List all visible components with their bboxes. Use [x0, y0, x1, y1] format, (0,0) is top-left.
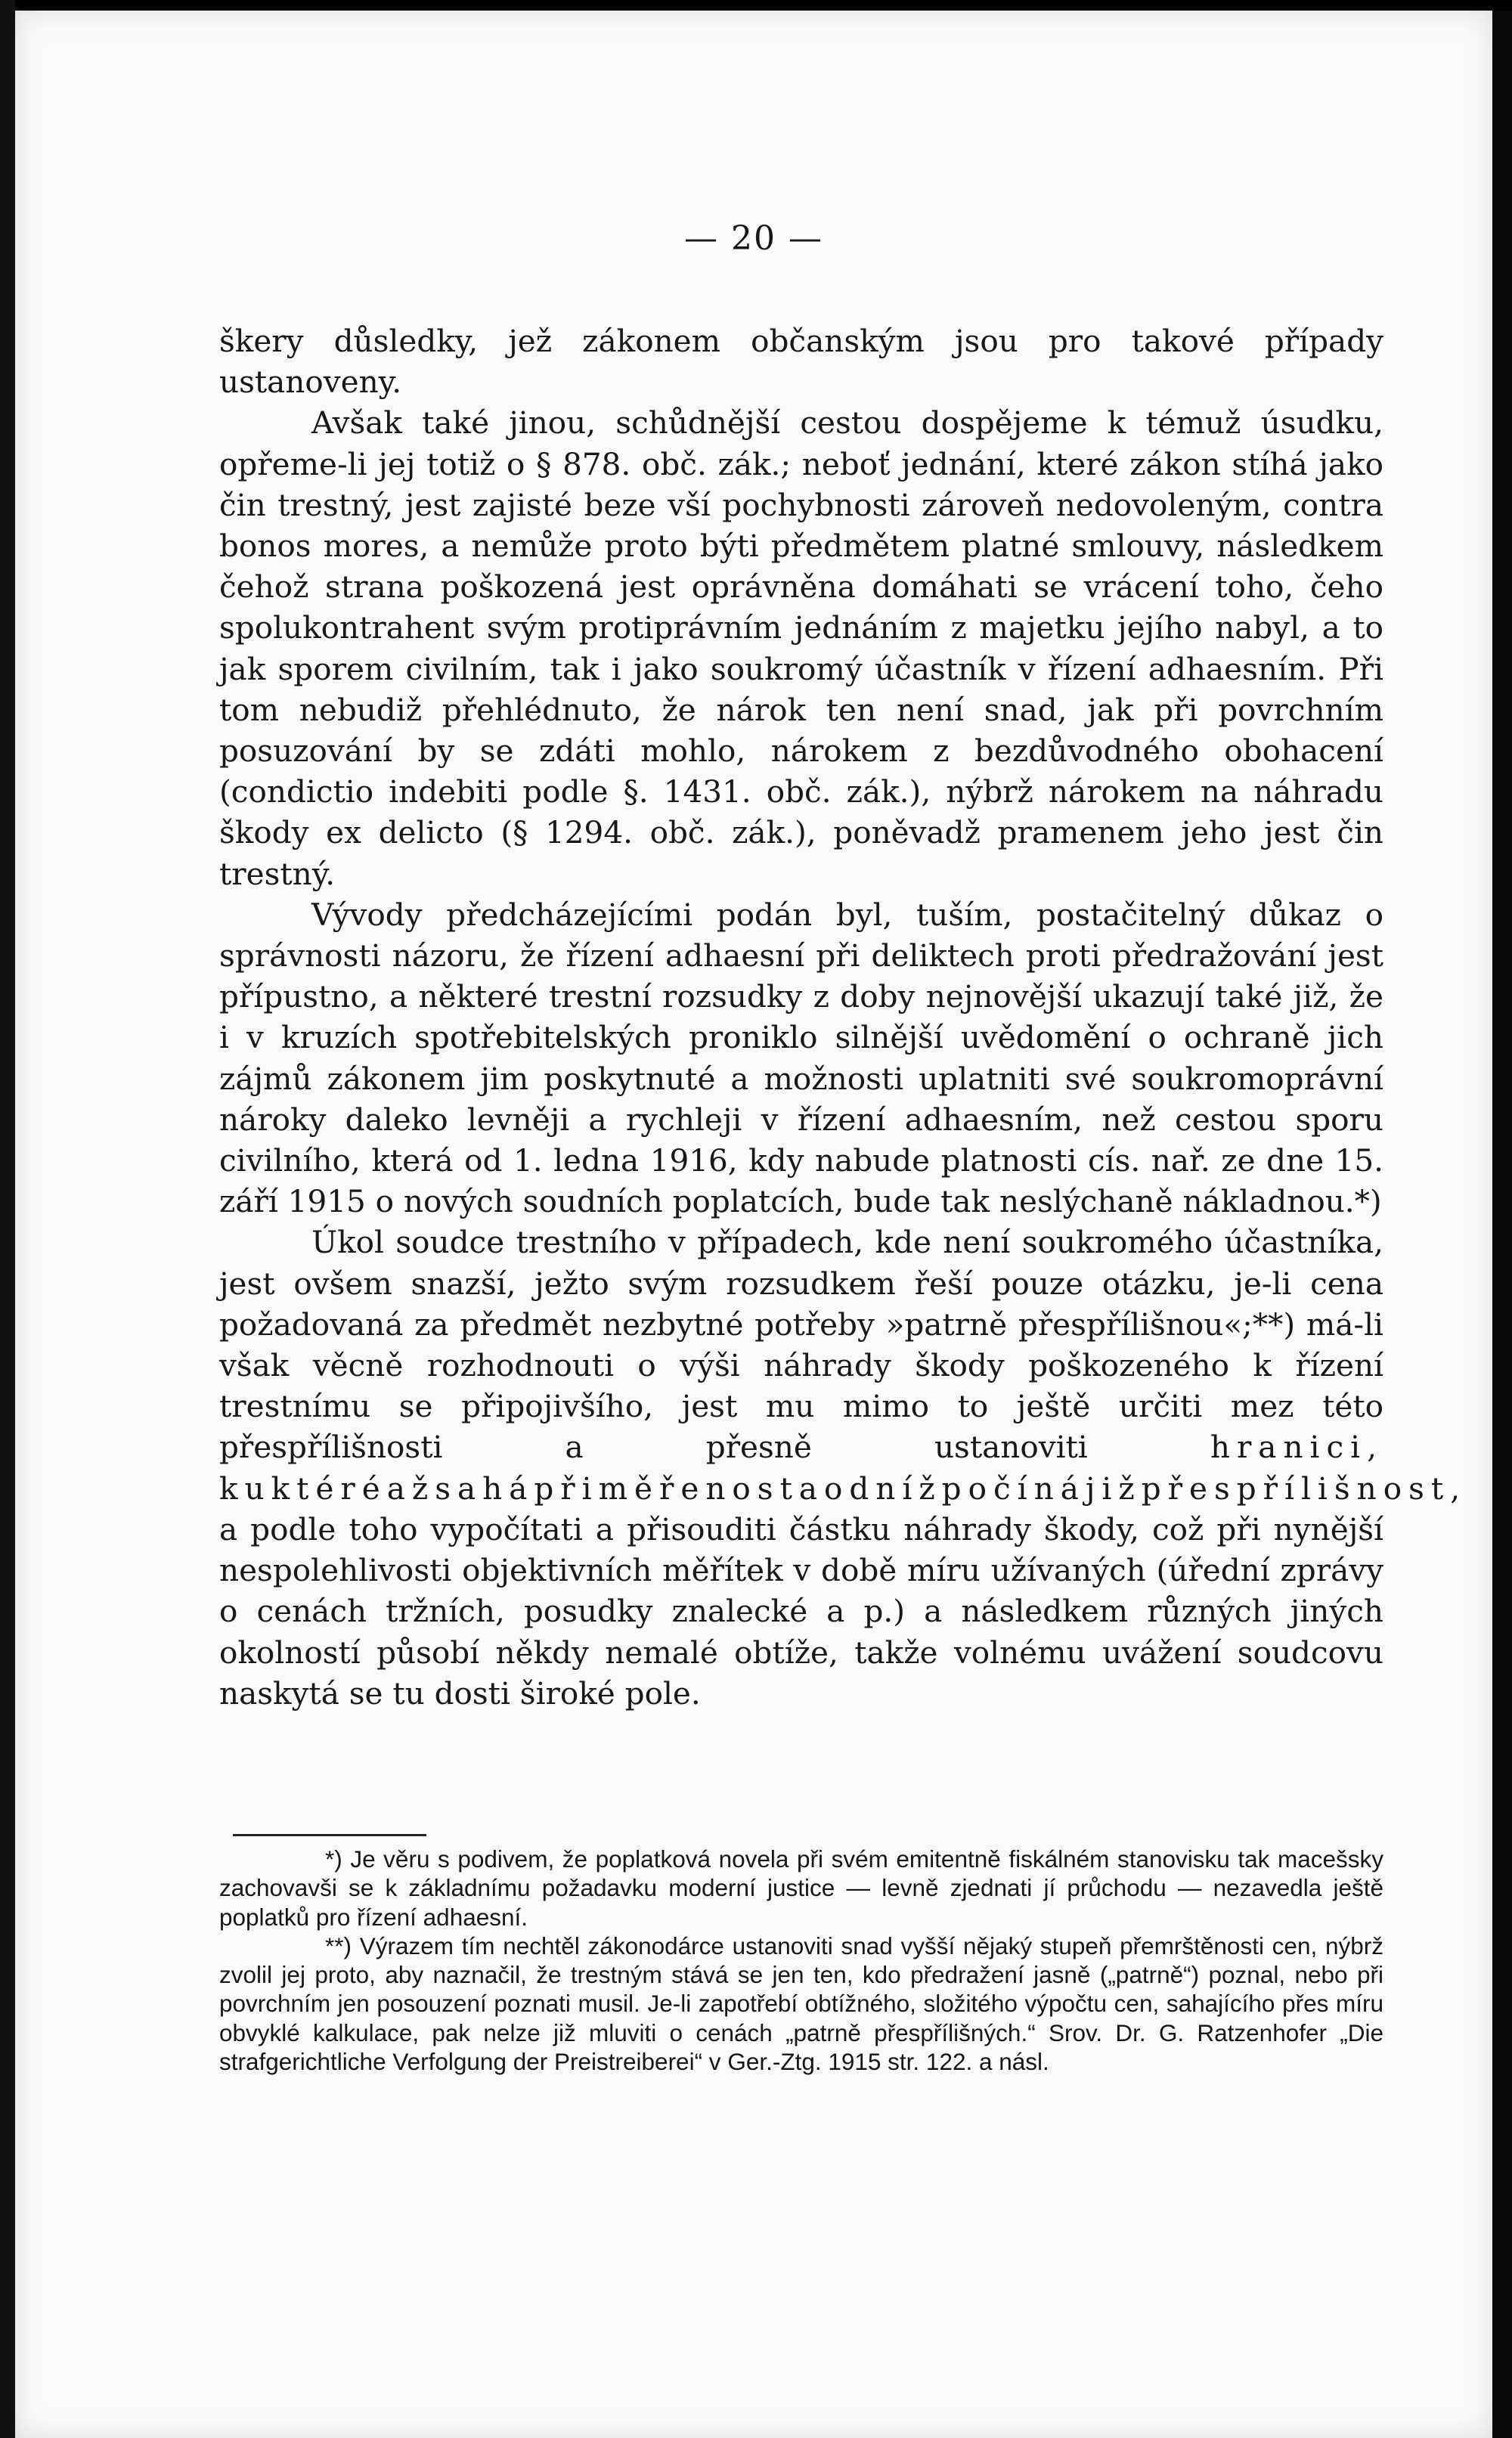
page-number: — 20 —	[684, 219, 823, 258]
paragraph-4	[219, 1222, 1461, 1713]
footnotes	[219, 1845, 1383, 2076]
paragraph-4-end: , a podle toho vypočítati a přisouditi částku náhrady škody, což při nynější nespolehlivosti objektivních měřítek v době míru užívaných (úřední zprávy o cenách tržních, posudky znalecké a p.) a následkem různých jiných okolností působí někdy nemalé obtíže, takže volnému uvážení soudcovu naskytá se tu dosti široké pole.	[219, 1470, 1461, 1712]
emphasized-phrase: hranici, kuktéréažsahápřiměřenostaodnížpočínájižpřespřílišnost	[219, 1429, 1451, 1507]
paragraph-4-start: Úkol soudce trestního v případech, kde není soukromého účastníka, jest ovšem snazší, ježto svým rozsudkem řeší pouze otázku, je-li cena požadovaná za předmět nezbytné potřeby »patrně přespřílišnou«;**) má-li však věcně rozhodnouti o výši náhrady škody poškozeného k řízení trestnímu se připojivšího, jest mu mimo to ještě určiti mez této přespřílišnosti a přesně ustanoviti	[219, 1224, 1383, 1466]
body-text	[219, 321, 1461, 1714]
scan-edge-top	[0, 0, 1512, 11]
paragraph-1: škery důsledky, jež zákonem občanským jsou pro takové případy ustanoveny.	[219, 323, 1383, 401]
scan-edge-left	[0, 0, 15, 2438]
footnote-1: *) Je věru s podivem, že poplatková novela při svém emitentně fiskálném stanovisku tak macešsky zachovavši se k základnímu požadavku moderní justice — levně zjednati jí průchodu — nezavedla ještě poplatků pro řízení adhaesní.	[219, 1845, 1383, 1931]
paragraph-3: Vývody předcházejícími podán byl, tuším, postačitelný důkaz o správnosti názoru, že řízení adhaesní při deliktech proti předražování jest přípustno, a některé trestní rozsudky z doby nejnovější ukazují také již, že i v kruzích spotřebitelských proniklo silnější uvědomění o ochraně jich zájmů zákonem jim poskytnuté a možnosti uplatniti své soukromoprávní nároky daleko levněji a rychleji v řízení adhaesním, než cestou sporu civilního, která od 1. ledna 1916, kdy nabude platnosti cís. nař. ze dne 15. září 1915 o nových soudních poplatcích, bude tak neslýchaně nákladnou.*)	[219, 896, 1383, 1220]
footnote-2: **) Výrazem tím nechtěl zákonodárce ustanoviti snad vyšší nějaký stupeň přemrštěnosti cen, nýbrž zvolil jej proto, aby naznačil, že trestným stává se jen ten, kdo předražení jasně („patrně“) poznal, nebo při povrchním jen posouzení poznati musil. Je-li zapotřebí obtížného, složitého výpočtu cen, sahajícího přes míru obvyklé kalkulace, pak nelze již mluviti o cenách „patrně přespřílišných.“ Srov. Dr. G. Ratzenhofer „Die strafgerichtliche Verfolgung der Preistreiberei“ v Ger.-Ztg. 1915 str. 122. a násl.	[219, 1932, 1383, 2076]
footnote-separator	[233, 1834, 426, 1836]
paragraph-2: Avšak také jinou, schůdnější cestou dospějeme k témuž úsudku, opřeme-li jej totiž o § 878. obč. zák.; neboť jednání, které zákon stíhá jako čin trestný, jest zajisté beze vší pochybnosti zároveň nedovoleným, contra bonos mores, a nemůže proto býti předmětem platné smlouvy, následkem čehož strana poškozená jest oprávněna domáhati se vrácení toho, čeho spolukontrahent svým protiprávním jednáním z majetku jejího nabyl, a to jak sporem civilním, tak i jako soukromý účastník v řízení adhaesním. Při tom nebudiž přehlédnuto, že nárok ten není snad, jak při povrchním posuzování by se zdáti mohlo, nárokem z bezdůvodného obohacení (condictio indebiti podle §. 1431. obč. zák.), nýbrž nárokem na náhradu škody ex delicto (§ 1294. obč. zák.), poněvadž pramenem jeho jest čin trestný.	[219, 404, 1383, 892]
document-page	[15, 11, 1492, 2438]
